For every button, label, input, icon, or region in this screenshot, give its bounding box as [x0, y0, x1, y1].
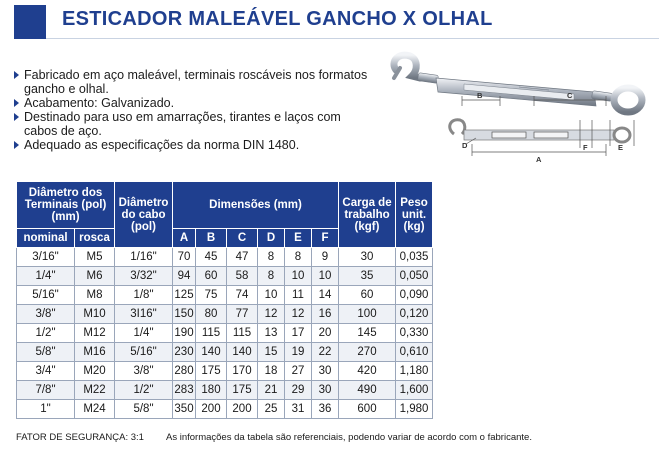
cell-d: 15 — [258, 343, 285, 362]
cell-b: 45 — [196, 248, 227, 267]
cell-c: 77 — [227, 305, 258, 324]
table-row — [17, 381, 433, 400]
technical-drawing — [450, 96, 634, 156]
table-row — [17, 362, 433, 381]
cell-b: 180 — [196, 381, 227, 400]
cell-f: 14 — [312, 286, 339, 305]
dim-label-c: C — [567, 91, 573, 100]
cell-f: 10 — [312, 267, 339, 286]
feature-list — [14, 68, 374, 152]
cell-f: 30 — [312, 381, 339, 400]
cell-carga: 30 — [339, 248, 396, 267]
table-row — [17, 324, 433, 343]
cell-cabo: 3/8" — [115, 362, 173, 381]
cell-e: 29 — [285, 381, 312, 400]
cell-f: 20 — [312, 324, 339, 343]
dim-label-f: F — [583, 143, 588, 152]
cell-a: 280 — [173, 362, 196, 381]
cell-d: 18 — [258, 362, 285, 381]
dim-label-d: D — [462, 141, 468, 150]
cell-cabo: 5/8" — [115, 400, 173, 419]
table-row — [17, 400, 433, 419]
cell-f: 22 — [312, 343, 339, 362]
cell-nominal: 5/8" — [17, 343, 75, 362]
table-row — [17, 267, 433, 286]
table-row — [17, 305, 433, 324]
cell-rosca: M8 — [75, 286, 115, 305]
cell-c: 74 — [227, 286, 258, 305]
cell-carga: 145 — [339, 324, 396, 343]
dim-label-a: A — [536, 155, 542, 164]
header-nominal: nominal — [17, 229, 75, 248]
table-row — [17, 248, 433, 267]
cell-e: 31 — [285, 400, 312, 419]
cell-nominal: 3/8" — [17, 305, 75, 324]
cell-cabo: 1/16" — [115, 248, 173, 267]
cell-nominal: 3/4" — [17, 362, 75, 381]
cell-cabo: 3/32" — [115, 267, 173, 286]
cell-e: 11 — [285, 286, 312, 305]
spec-table-body — [17, 248, 433, 419]
cell-rosca: M10 — [75, 305, 115, 324]
feature-item: Acabamento: Galvanizado. — [14, 96, 374, 110]
spec-table — [16, 181, 433, 419]
header-dim-b: B — [196, 229, 227, 248]
cell-a: 283 — [173, 381, 196, 400]
cell-a: 94 — [173, 267, 196, 286]
cell-peso: 0,035 — [396, 248, 433, 267]
turnbuckle-photo — [394, 55, 642, 112]
cell-f: 16 — [312, 305, 339, 324]
cell-d: 8 — [258, 248, 285, 267]
cell-nominal: 3/16" — [17, 248, 75, 267]
cell-b: 80 — [196, 305, 227, 324]
cell-c: 58 — [227, 267, 258, 286]
cell-a: 190 — [173, 324, 196, 343]
cell-d: 8 — [258, 267, 285, 286]
cell-cabo: 1/4" — [115, 324, 173, 343]
header-rosca: rosca — [75, 229, 115, 248]
cell-d: 21 — [258, 381, 285, 400]
cell-f: 30 — [312, 362, 339, 381]
cell-nominal: 5/16" — [17, 286, 75, 305]
cell-cabo: 1/2" — [115, 381, 173, 400]
cell-rosca: M6 — [75, 267, 115, 286]
safety-factor: FATOR DE SEGURANÇA: 3:1 — [16, 432, 144, 443]
header-dim-f: F — [312, 229, 339, 248]
cell-cabo: 5/16" — [115, 343, 173, 362]
cell-carga: 490 — [339, 381, 396, 400]
turnbuckle-illustration — [384, 48, 659, 168]
cell-c: 47 — [227, 248, 258, 267]
footer — [16, 432, 532, 443]
cell-peso: 0,610 — [396, 343, 433, 362]
cell-carga: 420 — [339, 362, 396, 381]
cell-e: 19 — [285, 343, 312, 362]
cell-peso: 0,120 — [396, 305, 433, 324]
title-bar — [14, 5, 659, 39]
header-terminais: Diâmetro dos Terminais (pol) (mm) — [17, 182, 115, 229]
feature-item: Fabricado em aço maleável, terminais roscáveis nos formatos gancho e olhal. — [14, 68, 374, 96]
spec-table-wrapper — [16, 181, 433, 419]
cell-nominal: 1/2" — [17, 324, 75, 343]
cell-carga: 35 — [339, 267, 396, 286]
cell-c: 200 — [227, 400, 258, 419]
header-dim-e: E — [285, 229, 312, 248]
cell-rosca: M5 — [75, 248, 115, 267]
cell-a: 350 — [173, 400, 196, 419]
dim-label-b: B — [477, 91, 483, 100]
cell-a: 125 — [173, 286, 196, 305]
cell-d: 13 — [258, 324, 285, 343]
cell-d: 12 — [258, 305, 285, 324]
cell-e: 17 — [285, 324, 312, 343]
header-dimensoes: Dimensões (mm) — [173, 182, 339, 229]
cell-a: 70 — [173, 248, 196, 267]
feature-item: Adequado as especificações da norma DIN 1480. — [14, 138, 374, 152]
cell-peso: 0,050 — [396, 267, 433, 286]
feature-item: Destinado para uso em amarrações, tirantes e laços com cabos de aço. — [14, 110, 374, 138]
cell-f: 36 — [312, 400, 339, 419]
cell-nominal: 1/4" — [17, 267, 75, 286]
cell-b: 140 — [196, 343, 227, 362]
cell-carga: 600 — [339, 400, 396, 419]
footer-note: As informações da tabela são referenciais, podendo variar de acordo com o fabricante. — [166, 432, 532, 443]
header-cabo: Diâmetro do cabo (pol) — [115, 182, 173, 248]
cell-rosca: M24 — [75, 400, 115, 419]
cell-b: 175 — [196, 362, 227, 381]
cell-a: 230 — [173, 343, 196, 362]
cell-e: 27 — [285, 362, 312, 381]
page-title: ESTICADOR MALEÁVEL GANCHO X OLHAL — [62, 8, 493, 30]
cell-e: 8 — [285, 248, 312, 267]
cell-c: 175 — [227, 381, 258, 400]
header-dim-c: C — [227, 229, 258, 248]
cell-d: 25 — [258, 400, 285, 419]
cell-cabo: 1/8" — [115, 286, 173, 305]
header-dim-a: A — [173, 229, 196, 248]
header-peso: Peso unit. (kg) — [396, 182, 433, 248]
table-row — [17, 343, 433, 362]
cell-carga: 100 — [339, 305, 396, 324]
bullet-icon — [14, 113, 19, 121]
cell-b: 115 — [196, 324, 227, 343]
header-dim-d: D — [258, 229, 285, 248]
cell-rosca: M12 — [75, 324, 115, 343]
cell-peso: 0,090 — [396, 286, 433, 305]
cell-peso: 1,980 — [396, 400, 433, 419]
cell-b: 200 — [196, 400, 227, 419]
cell-b: 75 — [196, 286, 227, 305]
cell-rosca: M16 — [75, 343, 115, 362]
cell-nominal: 1" — [17, 400, 75, 419]
cell-peso: 0,330 — [396, 324, 433, 343]
cell-nominal: 7/8" — [17, 381, 75, 400]
title-accent-block — [14, 5, 46, 39]
cell-e: 12 — [285, 305, 312, 324]
cell-b: 60 — [196, 267, 227, 286]
cell-d: 10 — [258, 286, 285, 305]
cell-peso: 1,600 — [396, 381, 433, 400]
cell-f: 9 — [312, 248, 339, 267]
cell-a: 150 — [173, 305, 196, 324]
header-carga: Carga de trabalho (kgf) — [339, 182, 396, 248]
bullet-icon — [14, 141, 19, 149]
dim-label-e: E — [618, 143, 624, 152]
cell-e: 10 — [285, 267, 312, 286]
cell-c: 170 — [227, 362, 258, 381]
cell-peso: 1,180 — [396, 362, 433, 381]
cell-cabo: 3I16" — [115, 305, 173, 324]
cell-rosca: M22 — [75, 381, 115, 400]
cell-carga: 270 — [339, 343, 396, 362]
bullet-icon — [14, 99, 19, 107]
cell-c: 115 — [227, 324, 258, 343]
bullet-icon — [14, 71, 19, 79]
cell-c: 140 — [227, 343, 258, 362]
cell-rosca: M20 — [75, 362, 115, 381]
table-row — [17, 286, 433, 305]
cell-carga: 60 — [339, 286, 396, 305]
